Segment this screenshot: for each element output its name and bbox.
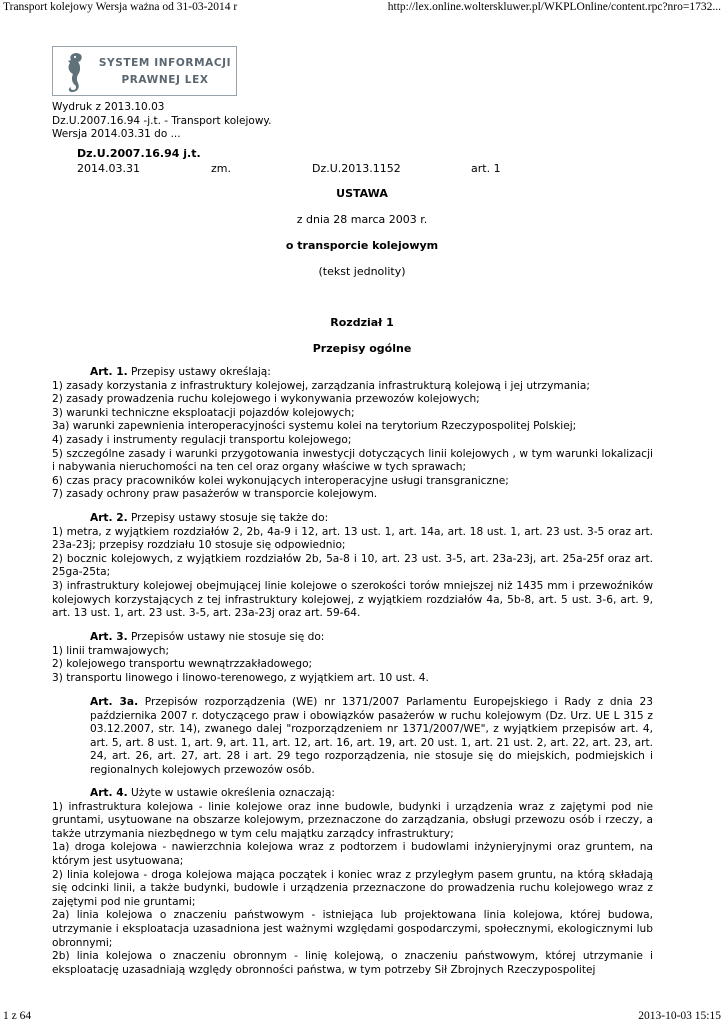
list-item: 3) warunki techniczne eksploatacji pojazdów kolejowych; — [52, 406, 355, 419]
list-item: 2) bocznic kolejowych, z wyjątkiem rozdziałów 2b, 5a-8 i 10, art. 23 ust. 3-5, art. 23a-23j, art. 25a-25f oraz art. 25ga-25ta; — [52, 552, 653, 579]
list-item: 2) linia kolejowa - droga kolejowa mająca początek i koniec wraz z przyległym pasem gruntu, na którą składają się odcinki linii, a także budynki, budowle i urządzenia przeznaczone do prowadzenia ruchu kolejowego wraz z zajętymi pod nie gruntami; — [52, 868, 653, 908]
act-type: USTAWA — [336, 187, 388, 200]
seahorse-icon — [60, 50, 90, 94]
chapter-title: Przepisy ogólne — [312, 342, 412, 355]
header-url[interactable]: http://lex.online.wolterskluwer.pl/WKPLOnline/content.rpc?nro=1732... — [387, 1, 721, 13]
list-item: 7) zasady ochrony praw pasażerów w transporcie kolejowym. — [52, 488, 378, 501]
list-item: 4) zasady i instrumenty regulacji transportu kolejowego; — [52, 433, 352, 446]
list-item: 3a) warunki zapewnienia interoperacyjności systemu kolei na terytorium Rzeczypospolitej Polskiej; — [52, 420, 577, 433]
act-note: (tekst jednolity) — [318, 265, 406, 278]
amend-type: zm. — [211, 162, 231, 175]
list-item: 1a) droga kolejowa - nawierzchnia kolejowa wraz z podtorzem i budowlami inżynieryjnymi oraz gruntem, na którym jest usytuowana; — [52, 841, 653, 867]
list-item: 1) infrastruktura kolejowa - linie kolejowe oraz inne budowle, budynki i urządzenia wraz z zajętymi pod nie gruntami, usytuowane na obszarze kolejowym, przeznaczone do zarządzania, obsługi przewozu osób i rzeczy, a także utrzymania niezbędnego w tym celu majątku zarządcy infrastruktury; — [52, 800, 653, 840]
print-footer — [3, 1009, 721, 1023]
article-4 — [52, 787, 653, 977]
header-title: Transport kolejowy Wersja ważna od 31-03-2014 r — [3, 1, 238, 13]
article-label: Art. 1. — [90, 366, 128, 378]
article-3 — [52, 631, 653, 685]
logo-line1: SYSTEM INFORMACJI — [98, 57, 232, 69]
dz-title: Dz.U.2007.16.94 j.t. — [77, 147, 201, 160]
article-intro: Przepisy ustawy określają: — [127, 366, 271, 378]
article-3a — [52, 696, 653, 778]
amend-art: art. 1 — [471, 162, 501, 175]
amend-date: 2014.03.31 — [77, 162, 140, 175]
article-label: Art. 2. — [90, 512, 128, 524]
list-item: 2) kolejowego transportu wewnątrzzakładowego; — [52, 658, 313, 671]
list-item: 3) transportu linowego i linowo-terenowego, z wyjątkiem art. 10 ust. 4. — [52, 671, 429, 684]
list-item: 2a) linia kolejowa o znaczeniu państwowym - istniejąca lub projektowana linia kolejowa, której budowa, utrzymanie i eksploatacja uzasadniona jest ważnymi względami gospodarczymi, społecznymi, ekologicznymi lub obronnymi; — [52, 909, 653, 949]
article-intro: Przepisów ustawy nie stosuje się do: — [127, 631, 325, 643]
list-item: 1) metra, z wyjątkiem rozdziałów 2, 2b, 4a-9 i 12, art. 13 ust. 1, art. 14a, art. 18 ust. 1, art. 23 ust. 3-5 oraz art. 23a-23j; przepisy rozdziału 10 stosuje się odpowiednio; — [52, 525, 653, 552]
act-date: z dnia 28 marca 2003 r. — [296, 213, 428, 226]
list-item: 2) zasady prowadzenia ruchu kolejowego i wykonywania przewozów kolejowych; — [52, 393, 480, 406]
list-item: 3) infrastruktury kolejowej obejmującej linie kolejowe o szerokości torów mniejszej niż 1435 mm i przewoźników kolejowych korzystających z tej infrastruktury kolejowej, z wyjątkiem rozdziałów 4a, 5b-8, art. 5 ust. 3-6, art. 9, art. 13 ust. 1, art. 23 ust. 3-5, art. 23a-23j oraz art. 59-64. — [52, 579, 653, 620]
article-1 — [52, 366, 653, 502]
meta-print-date: Wydruk z 2013.10.03 — [52, 101, 165, 113]
article-label: Art. 3. — [90, 631, 128, 643]
print-header — [3, 0, 721, 16]
article-text: Przepisów rozporządzenia (WE) nr 1371/2007 Parlamentu Europejskiego i Rady z dnia 23 października 2007 r. dotyczącego praw i obowiązków pasażerów w ruchu kolejowym (Dz. Urz. UE L 315 z 03.12.2007, str. 14), zwanego dalej "rozporządzeniem nr 1371/2007/WE", z wyjątkiem przepisów art. 4, art. 5, art. 8 ust. 1, art. 9, art. 11, art. 12, art. 16, art. 19, art. 20 ust. 1, art. 21 ust. 2, art. 22, art. 23, art. 24, art. 26, art. 27, art. 28 i art. 29 tego rozporządzenia, nie stosuje się do miejskich, podmiejskich i regionalnych kolejowych przewozów osób. — [90, 696, 653, 776]
logo-line2: PRAWNEJ LEX — [121, 74, 209, 86]
meta-version: Wersja 2014.03.31 do ... — [52, 128, 181, 140]
article-intro: Użyte w ustawie określenia oznaczają: — [127, 787, 335, 799]
lex-logo — [52, 46, 237, 96]
act-title: o transporcie kolejowym — [285, 239, 439, 252]
list-item: 2b) linia kolejowa o znaczeniu obronnym - linię kolejową, o znaczeniu państwowym, której utrzymanie i eksploatację uzasadniają względy obronności państwa, w tym potrzeby Sił Zbrojnych Rzeczypospolitej — [52, 950, 653, 976]
article-2 — [52, 512, 653, 621]
amend-ref[interactable]: Dz.U.2013.1152 — [312, 162, 401, 175]
article-intro: Przepisy ustawy stosuje się także do: — [127, 512, 329, 524]
chapter-number: Rozdział 1 — [330, 316, 394, 329]
article-label: Art. 4. — [90, 787, 128, 799]
list-item: 6) czas pracy pracowników kolei wykonujących interoperacyjne usługi transgraniczne; — [52, 474, 509, 487]
article-label: Art. 3a. — [90, 696, 139, 708]
list-item: 1) zasady korzystania z infrastruktury kolejowej, zarządzania infrastrukturą kolejową i jej utrzymania; — [52, 379, 590, 392]
meta-document: Dz.U.2007.16.94 -j.t. - Transport kolejowy. — [52, 114, 272, 127]
print-timestamp: 2013-10-03 15:15 — [638, 1010, 721, 1022]
list-item: 5) szczególne zasady i warunki przygotowania inwestycji dotyczących linii kolejowych , w tym warunki lokalizacji i nabywania nieruchomości na ten cel oraz organy właściwe w tych sprawach; — [52, 447, 653, 474]
page-number: 1 z 64 — [3, 1010, 32, 1022]
list-item: 1) linii tramwajowych; — [52, 644, 170, 657]
print-meta — [52, 101, 271, 142]
